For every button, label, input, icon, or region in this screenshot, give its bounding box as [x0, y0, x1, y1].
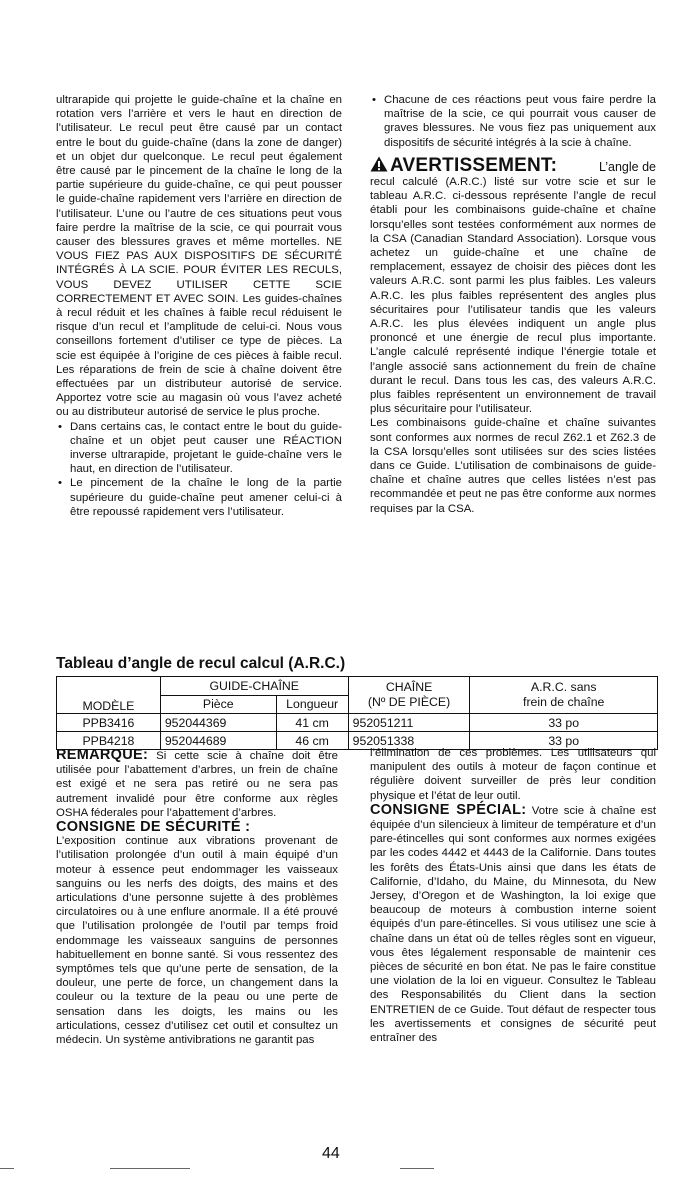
right-column	[370, 93, 656, 516]
safety-title: CONSIGNE DE SÉCURITÉ :	[56, 819, 251, 836]
lower-right-column	[370, 746, 656, 1045]
kickback-paragraph: ultrarapide qui projette le guide-chaîne et la chaîne en rotation vers l’arrière et vers le haut en direction de l’utilisateur. Le recul peut être causé par un contact entre le bout du guide-chaîne (dans la zone de danger) et un objet dur quelconque. Le recul peut également être causé par le pincement de la chaîne le long de la partie supérieure du guide-chaîne, ce qui peut pousser le guide-chaîne rapidement vers l’arrière en direction de l’utilisateur. L’une ou l’autre de ces situations peut vous faire perdre la maîtrise de la scie, ce qui pourrait vous causer des blessures graves et même mortelles. NE VOUS FIEZ PAS AUX DISPOSITIFS DE SÉCURITÉ INTÉGRÉS À LA SCIE. POUR ÉVITER LES RECULS, VOUS DEVEZ UTILISER CETTE SCIE CORRECTEMENT ET AVEC SOIN. Les guides-chaînes à recul réduit et les chaînes à faible recul réduisent le risque d’un recul et l’amplitude de celui-ci. Nous vous conseillons fortement d’utiliser ce type de pièces. La scie est équipée à l’origine de ces pièces à faible recul. Les réparations de frein de scie à chaîne doivent être effectuées par un distributeur autorisé de service. Apportez votre scie au magasin où vous l’avez acheté ou au distributeur autorisé de service le plus proche.	[56, 94, 342, 419]
cell-length: 46 cm	[276, 732, 348, 750]
remarque-paragraph	[56, 748, 338, 820]
header-arc	[470, 677, 658, 714]
footer-rule	[0, 1168, 14, 1169]
cell-arc: 33 po	[470, 714, 658, 732]
table-row	[57, 714, 658, 732]
cell-model: PPB3416	[57, 714, 161, 732]
header-length: Longueur	[276, 695, 348, 714]
table-header-row	[57, 677, 658, 696]
header-piece: Pièce	[160, 695, 276, 714]
header-guide-chain: GUIDE-CHAÎNE	[160, 677, 348, 696]
special-paragraph	[370, 803, 656, 1045]
left-column	[56, 93, 342, 519]
warning-body: recul calculé (A.R.C.) listé sur votre scie et sur le tableau A.R.C. ci-dessous représente l’angle de recul établi pour les combinaisons guide-chaîne et chaîne lorsqu’elles sont testées conformément aux normes de la CSA (Canadian Standard Association). Lorsque vous achetez un guide-chaîne et une chaîne de remplacement, essayez de choisir des pièces dont les valeurs A.R.C. sont parmi les plus faibles. Les valeurs A.R.C. les plus faibles représentent des angles plus sécuritaires pour l’utilisateur tandis que les valeurs A.R.C. les plus élevées indiquent un angle plus prononcé et une énergie de recul plus importante. L’angle calculé représenté indique l’énergie totale et l’angle associé sans actionnement du frein de chaîne durant le recul. Dans tous les cas, des valeurs A.R.C. plus faibles représentent un environnement de travail plus sécuritaire pour l’utilisateur.	[370, 176, 656, 416]
page-number: 44	[322, 1145, 340, 1162]
cell-piece: 952044369	[160, 714, 276, 732]
cell-model: PPB4218	[57, 732, 161, 750]
cell-arc: 33 po	[470, 732, 658, 750]
safety-heading	[56, 820, 338, 834]
warning-lead: L’angle de	[598, 159, 656, 174]
header-arc-sub: frein de chaîne	[523, 695, 605, 709]
header-chain-sub: (Nº DE PIÈCE)	[367, 695, 451, 709]
reaction-bullets	[370, 93, 656, 150]
header-chain	[348, 677, 470, 714]
bullet-item: • Chacune de ces réactions peut vous faire perdre la maîtrise de la scie, ce qui pourrait vous causer de graves blessures. Ne vous fiez pas uniquement aux dispositifs de sécurité intégrés à la scie à chaîne.	[370, 93, 656, 150]
cell-chain: 952051211	[348, 714, 470, 732]
footer-rule	[400, 1168, 434, 1169]
arc-table	[56, 676, 658, 750]
warning-block	[370, 156, 656, 516]
warning-triangle-icon	[370, 156, 388, 172]
cell-chain: 952051338	[348, 732, 470, 750]
header-model: MODÈLE	[57, 677, 161, 714]
csa-paragraph: Les combinaisons guide-chaîne et chaîne suivantes sont conformes aux normes de recul Z62.1 et Z62.3 de la CSA lorsqu’elles sont utilisées sur des scies listées dans ce Guide. L’utilisation de combinaisons de guide-chaîne et chaîne autres que celles listées n’est pas recommandée et peut ne pas être conforme aux normes requises par la CSA.	[370, 417, 656, 515]
safety-body: L’exposition continue aux vibrations provenant de l’utilisation prolongée d’un outil à main équipé d’un moteur à essence peut endommager les vaisseaux sanguins ou les nerfs des doigts, des mains et des articulations d’une personne sujette à des problèmes circulatoires ou à une enflure anormale. Il a été prouvé que l’utilisation prolongée de l’outil par temps froid endommage les vaisseaux sanguins de personnes habituellement en bonne santé. Si vous ressentez des symptômes tels que qu’une perte de sensation, de la douleur, une perte de force, un changement dans la couleur ou la texture de la peau ou une perte de sensation dans les doigts, les mains ou les articulations, cessez d’utilisez cet outil et consultez un médecin. Un système antivibrations ne garantit pas	[56, 835, 338, 1047]
vibration-continued: l’élimination de ces problèmes. Les utilisateurs qui manipulent des outils à moteur de façon continue et régulière doivent surveiller de près leur condition physique et l’état de leur outil.	[370, 747, 656, 802]
bullet-item: • Le pincement de la chaîne le long de la partie supérieure du guide-chaîne peut amener celui-ci à être repoussé rapidement vers l’utilisateur.	[56, 476, 342, 519]
special-title: CONSIGNE SPÉCIAL:	[370, 801, 527, 818]
lower-left-column	[56, 748, 338, 1047]
remarque-body: Si cette scie à chaîne doit être utilisée pour l’abattement d’arbres, un frein de chaîne est exigé et ne sera pas retiré ou ne sera pas autrement invalidé pour être conforme aux règles OSHA féderales pour l’abattement d’arbres.	[56, 750, 338, 819]
bullet-item: • Dans certains cas, le contact entre le bout du guide-chaîne et un objet peut causer une RÉACTION inverse ultrarapide, projetant le guide-chaîne vers le haut, en direction de l’utilisateur.	[56, 420, 342, 477]
special-body: Votre scie à chaîne est équipée d’un silencieux à limiteur de température et d’un pare-étincelles qui sont conformes aux normes exigées par les codes 4442 et 4443 de la Californie. Dans toutes les forêts des États-Unis ainsi que dans les états de Californie, d’Idaho, du Maine, du Minnesota, du New Jersey, d’Oregon et de Washington, la loi exige que beaucoup de moteurs à combustion interne soient équipés d’un pare-étincelles. Si vous utilisez une scie à chaîne dans un état où de telles règles sont en vigueur, vous êtes légalement responsable de maintenir ces pièces de sécurité en bon état. Ne pas le faire constitue une violation de la loi en vigueur. Consultez le Tableau des Responsabilités du Client dans la section ENTRETIEN de ce Guide. Tout défaut de respecter tous les avertissements et consignes de sécurité peut entraîner des	[370, 804, 656, 1045]
header-chain-label: CHAÎNE	[385, 680, 433, 694]
remarque-title: REMARQUE:	[56, 747, 149, 763]
kickback-bullets	[56, 420, 342, 519]
header-arc-label: A.R.C. sans	[530, 680, 597, 694]
cell-piece: 952044689	[160, 732, 276, 750]
table-title: Tableau d’angle de recul calcul (A.R.C.)	[56, 655, 346, 672]
warning-title: AVERTISSEMENT:	[390, 154, 558, 176]
footer-rule	[110, 1168, 190, 1169]
cell-length: 41 cm	[276, 714, 348, 732]
